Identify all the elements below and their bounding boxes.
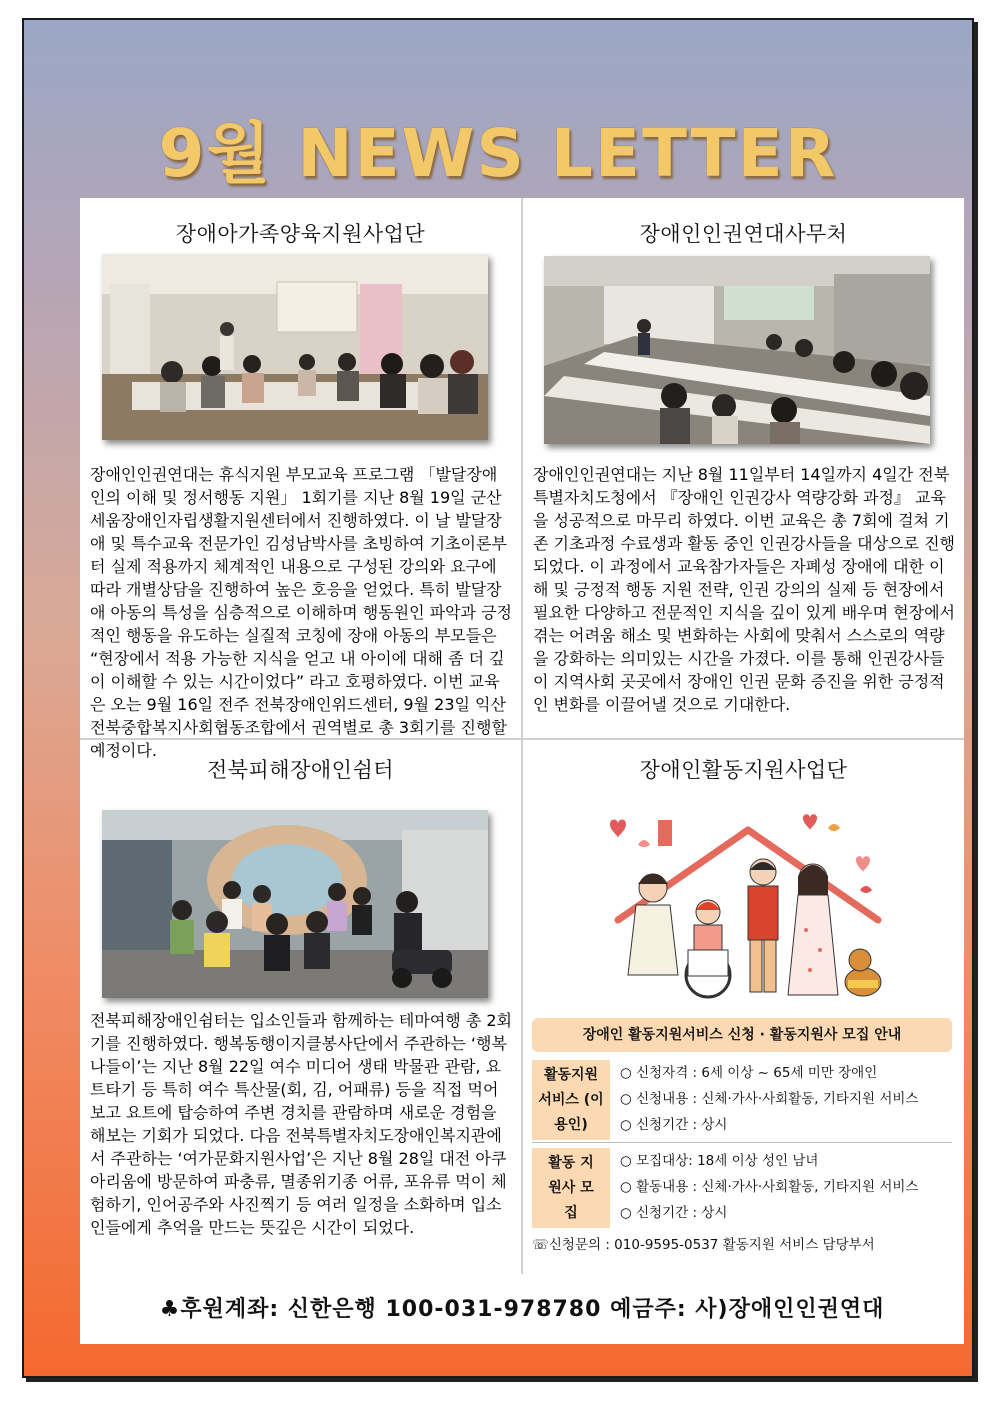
section-body: 장애인인권연대는 휴식지원 부모교육 프로그램 「발달장애인의 이해 및 정서행동 지원」 1회기를 지난 8월 19일 군산세움장애인자립생활지원센터에서 진행하였다. 이 날 발달장애 및 특수교육 전문가인 김성남박사를 초빙하여 기초이론부터 실제 적용까지 체계적인 내용으로 구성된 강의와 요구에 따라 개별상담을 진행하여 높은 호응을 얻었다. 특히 발달장애 아동의 특성을 심층적으로 이해하며 행동원인 파악과 긍정적인 행동을 유도하는 실질적 코칭에 장애 아동의 부모들은 “현장에서 적용 가능한 지식을 얻고 내 아이에 대해 좀 더 깊이 이해할 수 있는 시간이었다” 라고 호평하였다. 이번 교육은 오는 9월 16일 전주 전북장애인위드센터, 9월 23일 익산 전북중합복지사회협동조합에서 권역별로 총 3회기를 진행할 예정이다. <box>90 465 513 760</box>
section-title: 장애아가족양육지원사업단 <box>175 222 426 246</box>
newsletter-title: 9월 NEWS LETTER <box>158 115 838 192</box>
service-item: ○ 신청내용 : 신체·가사·사회활동, 기타지원 서비스 <box>620 1091 919 1107</box>
service-label-text: 활동지원 서비스 (이용인) <box>538 1066 604 1133</box>
notice-title: 장애인 활동지원서비스 신청 · 활동지원사 모집 안내 <box>532 1018 952 1052</box>
content-sheet <box>80 198 964 1344</box>
section-family-support <box>80 198 521 248</box>
recruit-label <box>532 1148 610 1228</box>
service-item: ○ 신청자격 : 6세 이상 ~ 65세 미만 장애인 <box>620 1065 878 1081</box>
section-body: 전북피해장애인쉼터는 입소인들과 함께하는 테마여행 총 2회기를 진행하였다. 행복동행이지클봉사단에서 주관하는 ‘행복나들이’는 지난 8월 22일 여수 미디어 생태 박물관 관람, 요트타기 등 특히 여수 특산물(회, 김, 어패류) 등을 직접 먹어보고 요트에 탑승하여 주변 경치를 관람하며 새로운 경험을 해보는 기회가 되었다. 다음 전북특별자치도장애인복지관에서 주관하는 ‘여가문화지원사업’은 지난 8월 28일 대전 아쿠아리움에 방문하여 파충류, 멸종위기종 어류, 포유류 먹이 체험하기, 인어공주와 사진찍기 등 여러 일정을 소화하며 입소인들에게 추억을 만드는 뜻깊은 시간이 되었다. <box>90 1011 513 1237</box>
photo-group-trip <box>102 810 488 998</box>
section-title: 장애인인권연대사무처 <box>639 222 848 246</box>
section-human-rights <box>523 198 964 248</box>
newsletter-frame <box>22 18 974 1378</box>
family-house-illustration <box>598 800 888 1010</box>
section-shelter <box>80 740 521 784</box>
photo-lecture-hall <box>544 256 930 444</box>
recruit-info-list <box>620 1148 918 1226</box>
recruit-label-text: 활동 지원사 모집 <box>548 1154 594 1221</box>
section-activity-support <box>523 740 964 784</box>
inquiry-phone: ☏신청문의 : 010-9595-0537 활동지원 서비스 담당부서 <box>532 1237 875 1253</box>
section-title: 전북피해장애인쉼터 <box>206 758 395 782</box>
notice-separator <box>532 1142 952 1143</box>
service-item: ○ 신청기간 : 상시 <box>620 1117 728 1133</box>
column-divider <box>521 198 523 1274</box>
recruit-item: ○ 모집대상: 18세 이상 성인 남녀 <box>620 1153 819 1169</box>
photo-parent-education <box>102 254 488 440</box>
service-info-list <box>620 1060 918 1138</box>
recruit-item: ○ 활동내용 : 신체·가사·사회활동, 기타지원 서비스 <box>620 1179 919 1195</box>
service-label <box>532 1060 610 1140</box>
recruit-item: ○ 신청기간 : 상시 <box>620 1205 728 1221</box>
donation-account: ♣후원계좌: 신한은행 100-031-978780 예금주: 사)장애인인권연대 <box>159 1297 885 1322</box>
section-title: 장애인활동지원사업단 <box>639 758 848 782</box>
section-body: 장애인인권연대는 지난 8월 11일부터 14일까지 4일간 전북특별자치도청에서 『장애인 인권강사 역량강화 과정』 교육을 성공적으로 마무리 하였다. 이번 교육은 총 7회에 걸쳐 기존 기초과정 수료생과 활동 중인 인권강사들을 대상으로 진행되었다. 이 과정에서 교육참가자들은 자폐성 장애에 대한 이해 및 긍정적 행동 지원 전략, 인권 강의의 실제 등 현장에서 필요한 다양하고 전문적인 지식을 깊이 있게 배우며 현장에서 겪는 어려움 해소 및 변화하는 사회에 맞춰서 스스로의 역량을 강화하는 의미있는 시간을 가졌다. 이를 통해 인권강사들이 지역사회 곳곳에서 장애인 인권 문화 증진을 위한 긍정적인 변화를 이끌어낼 것으로 기대한다. <box>533 465 956 714</box>
